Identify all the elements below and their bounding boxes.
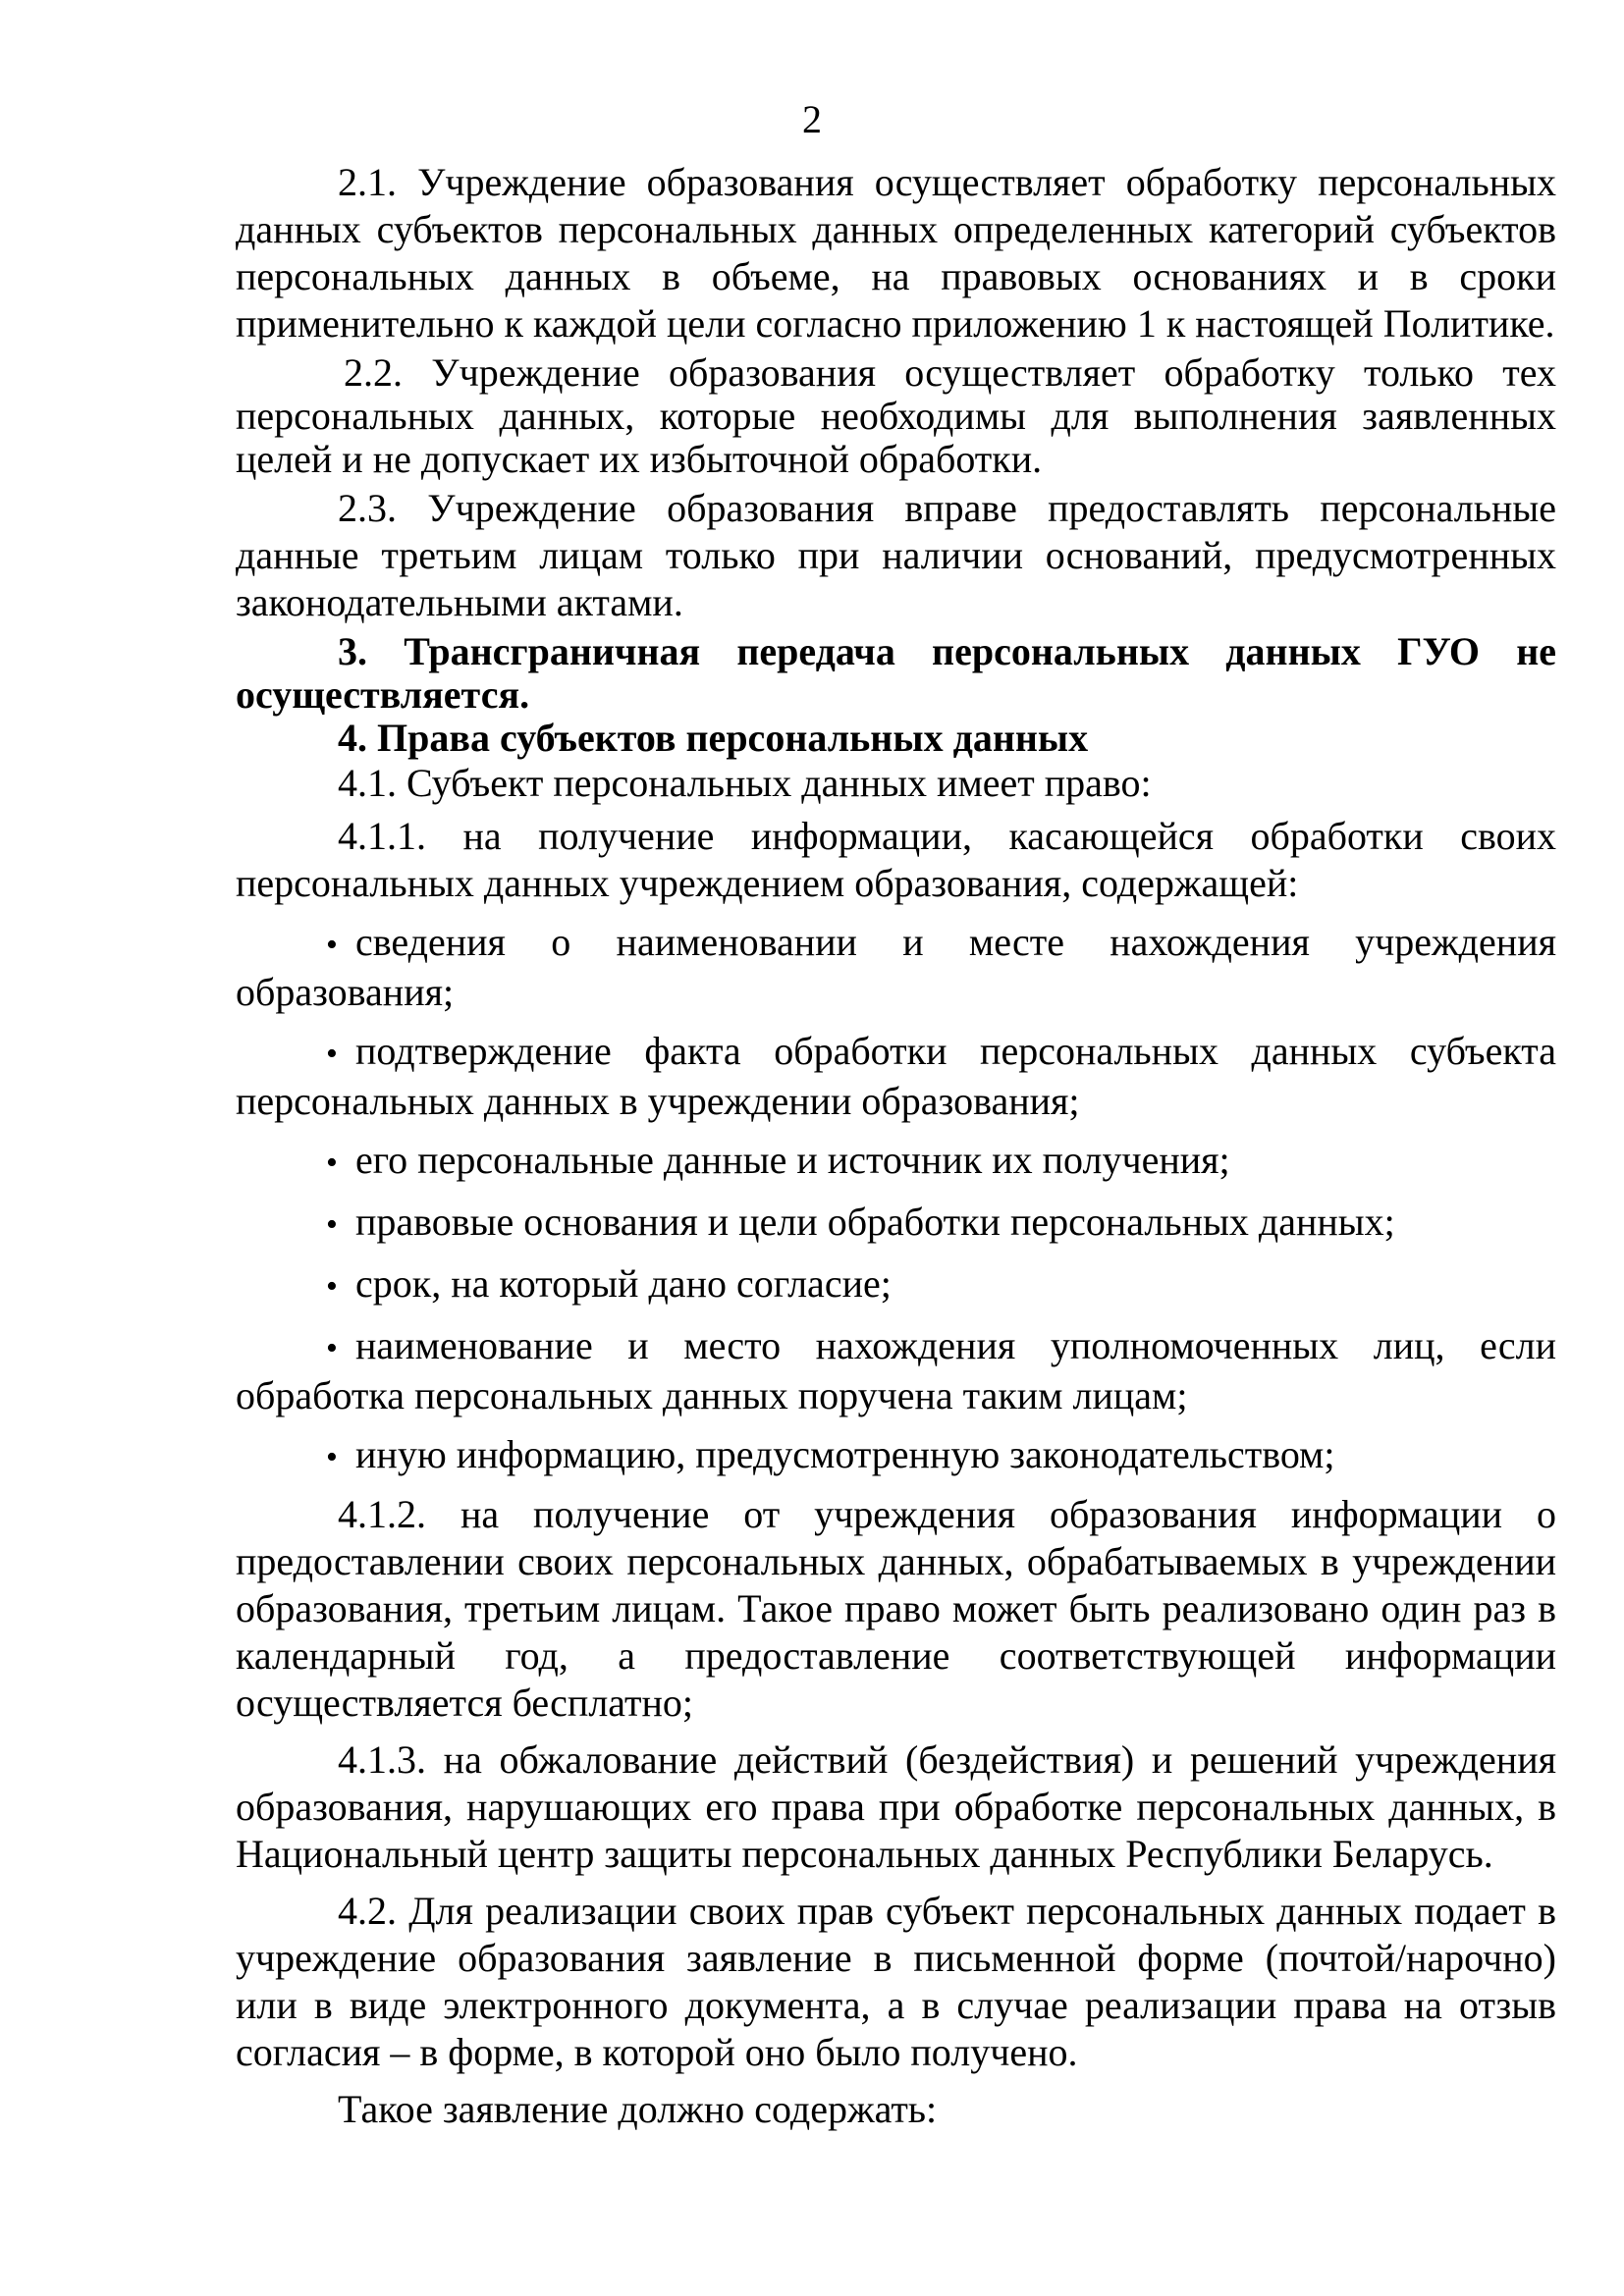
paragraph-4-1: 4.1. Субъект персональных данных имеет право: — [338, 761, 1152, 805]
document-body — [236, 159, 1556, 2133]
rights-bullet-list — [236, 919, 1556, 1481]
list-item: • правовые основания и цели обработки персональных данных; — [236, 1199, 1556, 1249]
section-4-heading: 4. Права субъектов персональных данных — [338, 716, 1089, 760]
paragraph-4-1-2: 4.1.2. на получение от учреждения образования информации о предоставлении своих персональных данных, обрабатываемых в учреждении образования, третьим лицам. Такое право может быть реализовано один раз в календарный год, а предоставление соответствующей информации осуществляется бесплатно; — [236, 1492, 1556, 1725]
page-number: 2 — [802, 97, 822, 141]
paragraph-2-2: 2.2. Учреждение образования осуществляет обработку только тех персональных данных, которые необходимы для выполнения заявленных целей и не допускает их избыточной обработки. — [236, 350, 1556, 481]
paragraph-4-2: 4.2. Для реализации своих прав субъект персональных данных подает в учреждение образования заявление в письменной форме (почтой/нарочно) или в виде электронного документа, а в случае реализации права на отзыв согласия – в форме, в которой оно было получено. — [236, 1889, 1556, 2074]
list-item: • наименование и место нахождения уполномоченных лиц, если обработка персональных данных поручена таким лицам; — [236, 1322, 1556, 1419]
paragraph-2-3: 2.3. Учреждение образования вправе предоставлять персональные данные третьим лицам только при наличии оснований, предусмотренных законодательными актами. — [236, 486, 1556, 624]
section-3-heading: 3. Трансграничная передача персональных данных ГУО не осуществляется. — [236, 629, 1556, 717]
paragraph-4-1-3: 4.1.3. на обжалование действий (бездействия) и решений учреждения образования, нарушающих его права при обработке персональных данных, в Национальный центр защиты персональных данных Республики Беларусь. — [236, 1737, 1556, 1876]
list-item: • подтверждение факта обработки персональных данных субъекта персональных данных в учреждении образования; — [236, 1028, 1556, 1125]
list-item: • срок, на который дано согласие; — [236, 1260, 1556, 1310]
paragraph-4-1-1: 4.1.1. на получение информации, касающейся обработки своих персональных данных учреждением образования, содержащей: — [236, 814, 1556, 905]
paragraph-statement-content: Такое заявление должно содержать: — [338, 2087, 938, 2131]
list-item: • его персональные данные и источник их получения; — [236, 1137, 1556, 1187]
list-item: • иную информацию, предусмотренную законодательством; — [236, 1431, 1556, 1481]
paragraph-2-1: 2.1. Учреждение образования осуществляет обработку персональных данных субъектов персональных данных определенных категорий субъектов персональных данных в объеме, на правовых основаниях и в сроки применительно к каждой цели согласно приложению 1 к настоящей Политике. — [236, 160, 1556, 346]
list-item: • сведения о наименовании и месте нахождения учреждения образования; — [236, 919, 1556, 1016]
